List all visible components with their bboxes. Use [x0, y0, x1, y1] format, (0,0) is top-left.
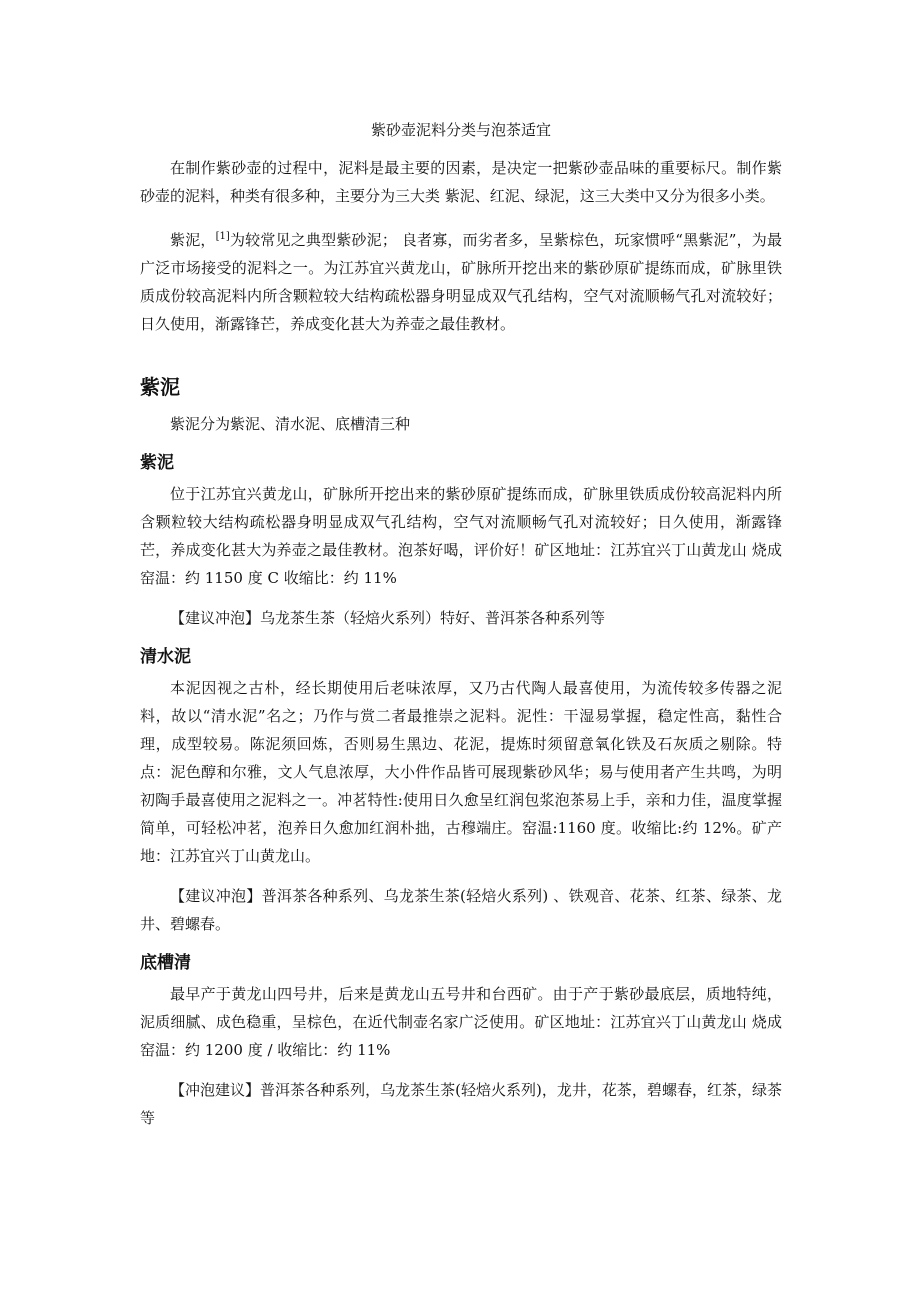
- section-heading-zini: 紫泥: [140, 375, 180, 399]
- intro-paragraph: 在制作紫砂壶的过程中，泥料是最主要的因素，是决定一把紫砂壶品味的重要标尺。制作紫砂壶的泥料，种类有很多种，主要分为三大类 紫泥、红泥、绿泥，这三大类中又分为很多小类。: [140, 159, 782, 205]
- clay-advice-qingshuini: 【建议冲泡】普洱茶各种系列、乌龙茶生茶(轻焙火系列) 、铁观音、花茶、红茶、绿茶、龙井、碧螺春。: [140, 887, 782, 933]
- zini-overview-text: 为较常见之典型紫砂泥； 良者寡，而劣者多，呈紫棕色，玩家惯呼“黑紫泥”，为最广泛市场接受的泥料之一。为江苏宜兴黄龙山，矿脉所开挖出来的紫砂原矿提练而成，矿脉里铁质成份较高泥料内所含颗粒较大结构疏松器身明显成双气孔结构，空气对流顺畅气孔对流较好；日久使用，渐露锋芒，养成变化甚大为养壶之最佳教材。: [140, 231, 782, 333]
- clay-body-zini: 位于江苏宜兴黄龙山，矿脉所开挖出来的紫砂原矿提练而成，矿脉里铁质成份较高泥料内所含颗粒较大结构疏松器身明显成双气孔结构，空气对流顺畅气孔对流较好；日久使用，渐露锋芒，养成变化甚大为养壶之最佳教材。泡茶好喝，评价好！矿区地址：江苏宜兴丁山黄龙山 烧成窑温：约 1150 度 C 收缩比：约 11%: [140, 485, 782, 587]
- clay-advice-zini: 【建议冲泡】乌龙茶生茶（轻焙火系列）特好、普洱茶各种系列等: [170, 609, 606, 627]
- clay-heading-qingshuini: 清水泥: [140, 647, 191, 667]
- clay-advice-dicaoqing: 【冲泡建议】普洱茶各种系列，乌龙茶生茶(轻焙火系列)，龙井，花茶，碧螺春，红茶，绿茶等: [140, 1081, 782, 1127]
- zini-overview-lead: 紫泥，: [170, 231, 216, 249]
- clay-heading-zini: 紫泥: [140, 453, 174, 473]
- clay-body-dicaoqing: 最早产于黄龙山四号井，后来是黄龙山五号井和台西矿。由于产于紫砂最底层，质地特纯，泥质细腻、成色稳重，呈棕色，在近代制壶名家广泛使用。矿区地址：江苏宜兴丁山黄龙山 烧成窑温：约 1200 度 / 收缩比：约 11%: [140, 985, 782, 1059]
- clay-body-qingshuini: 本泥因视之古朴，经长期使用后老味浓厚，又乃古代陶人最喜使用，为流传较多传器之泥料，故以“清水泥”名之；乃作与赏二者最推崇之泥料。泥性：干湿易掌握，稳定性高，黏性合理，成型较易。陈泥须回炼，否则易生黑边、花泥，提炼时须留意氧化铁及石灰质之剔除。特点：泥色醇和尔雅，文人气息浓厚，大小件作品皆可展现紫砂风华；易与使用者产生共鸣，为明初陶手最喜使用之泥料之一。冲茗特性:使用日久愈呈红润包浆泡茶易上手，亲和力佳，温度掌握简单，可轻松冲茗，泡养日久愈加红润朴拙，古穆端庄。窑温:1160 度。收缩比:约 12%。矿产地：江苏宜兴丁山黄龙山。: [140, 679, 782, 865]
- footnote-reference[interactable]: [1]: [215, 231, 230, 242]
- document-title: 紫砂壶泥料分类与泡茶适宜: [370, 121, 551, 139]
- document-page: [140, 118, 782, 1132]
- zini-overview-paragraph: [140, 226, 782, 338]
- section-subtitle: 紫泥分为紫泥、清水泥、底槽清三种: [170, 415, 411, 433]
- clay-heading-dicaoqing: 底槽清: [140, 953, 191, 973]
